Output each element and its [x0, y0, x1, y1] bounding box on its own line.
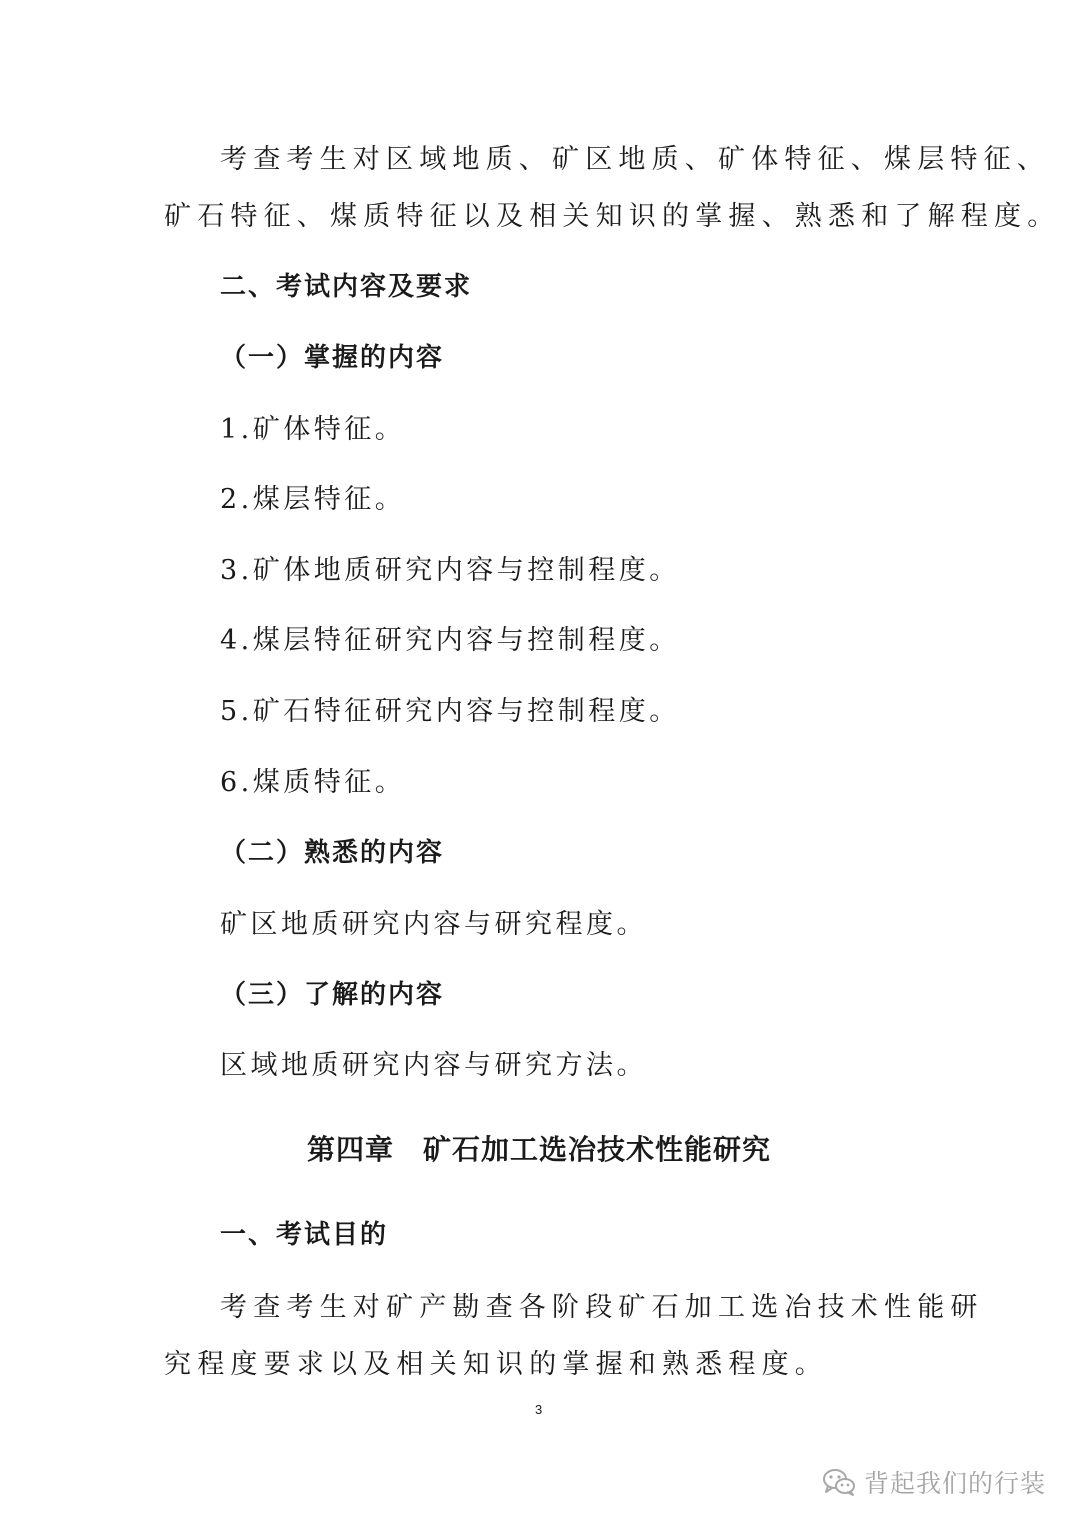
understand-content-text: 区域地质研究内容与研究方法。	[220, 1050, 647, 1081]
chapter-title: 第四章 矿石加工选冶技术性能研究	[307, 1133, 772, 1166]
list-item: 5.矿石特征研究内容与控制程度。	[220, 696, 680, 727]
watermark-text: 背起我们的行装	[864, 1469, 1047, 1498]
list-item: 4.煤层特征研究内容与控制程度。	[220, 625, 680, 656]
familiar-content-text: 矿区地质研究内容与研究程度。	[220, 909, 647, 940]
section-heading-exam-content: 二、考试内容及要求	[220, 272, 473, 302]
subheading-familiar-content: （二）熟悉的内容	[220, 838, 445, 868]
wechat-icon	[822, 1467, 856, 1497]
chapter4-paragraph-line-1: 考查考生对矿产勘查各阶段矿石加工选冶技术性能研	[220, 1292, 984, 1323]
list-item: 6.煤质特征。	[220, 767, 406, 798]
chapter4-paragraph-line-2: 究程度要求以及相关知识的掌握和熟悉程度。	[164, 1349, 828, 1380]
list-item: 1.矿体特征。	[220, 414, 406, 445]
intro-paragraph-line-2: 矿石特征、煤质特征以及相关知识的掌握、熟悉和了解程度。	[164, 201, 1061, 232]
watermark	[822, 1460, 1046, 1504]
page-number: 3	[535, 1402, 543, 1417]
list-item: 2.煤层特征。	[220, 484, 406, 515]
subheading-understand-content: （三）了解的内容	[220, 980, 445, 1010]
intro-paragraph-line-1: 考查考生对区域地质、矿区地质、矿体特征、煤层特征、	[220, 144, 1050, 175]
list-item: 3.矿体地质研究内容与控制程度。	[220, 555, 680, 586]
subheading-master-content: （一）掌握的内容	[220, 343, 445, 373]
section-heading-exam-purpose: 一、考试目的	[220, 1220, 389, 1250]
